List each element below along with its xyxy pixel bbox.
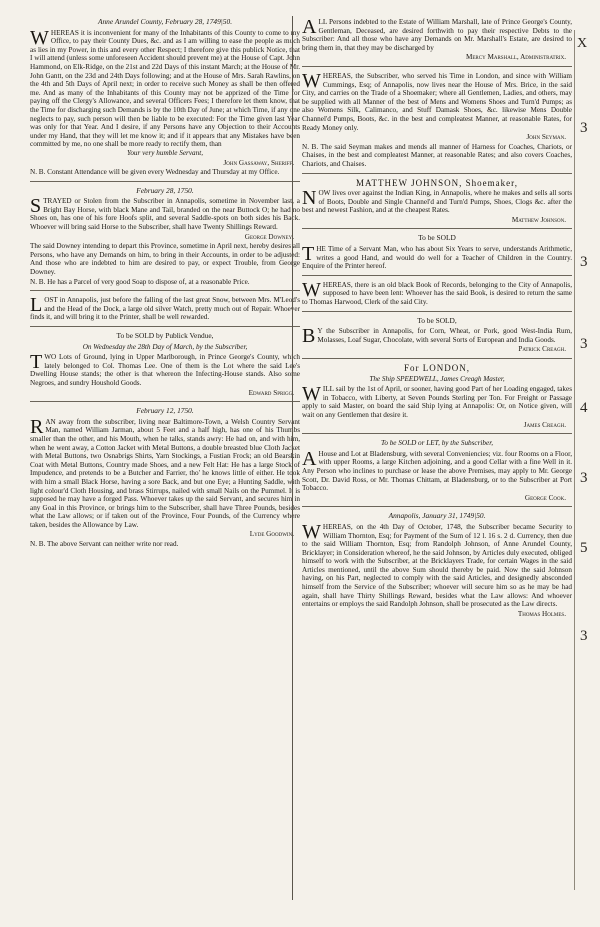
closing: Your very humble Servant, — [127, 148, 203, 157]
nota-bene: N. B. The above Servant can neither write nor read. — [30, 540, 179, 549]
nota-bene: N. B. He has a Parcel of very good Soap to dispose of, at a reasonable Price. — [30, 277, 250, 286]
ad-body: THE Time of a Servant Man, who has about Six Years to serve, understands Arithmetic, writes a good Hand, and would do well for a Teacher of Children in the Country. Enquire of the Printer hereof. — [302, 243, 572, 271]
signature: Mercy Marshall, Administratrix. — [465, 53, 566, 62]
records-book-notice — [302, 278, 572, 312]
signature: George Cook. — [524, 493, 566, 502]
column-divider — [292, 16, 293, 900]
margin-mark: 4 — [580, 400, 588, 416]
ad-body: RAN away from the subscriber, living near Baltimore-Town, a Welsh Country Servant Man, named William Jarman, about 5 Feet and a half high, has one of his Thumbs smaller than the other, and his Mouth, when he talks, stands awry: He had on, and with him, when he went away, a Cotton Jacket with Metal Buttons, a double breasted blue Cloth Jacket with Metal Buttons, two Osnabrigs Shirts, Yarn Stockings, a Fustian Frock; an old Bearskin Coat with Metal Buttons, Country made Shoes, and a new Felt Hat: He has a large Stock of Impudence, and pretends to be a Butcher and Farrier, tho' he knows little of either. He took with him a small Black Horse, having a sore Back, and but one Eye; a Hunting Saddle, with light colour'd Cloth Housing, and brass Stirrups, nailed with small Nails on the Pummel. It is supposed he may have a forged Pass. Whoever takes up the said Servant, and secures him in any Goal in this Province, or brings him to the Subscriber, shall have Three Pounds, besides what the Law allows; or if taken out of the Province, Four Pounds, of the Currency where taken, besides the Allowance by Law. — [30, 415, 300, 529]
ad-body: WHEREAS it is inconvenient for many of the Inhabitants of this County to come to my Office, to pay their County Dues, &c. and as I am willing to ease the people as much as lies in my Power, in this and every other Respect; I therefore give this publick Notice, that I will attend (unless some unforeseen Accident should prevent me) at the House of Capt. John Hammond, on Elk-Ridge, on the 21st and 22d Days of this instant March; at the House of Mr. John Gantt, on the 23d and 24th Days following; and at the House of Mrs. Sarah Rawlins, on the 4th and 5th Days of April next; in order to receive such Money as shall be then offered me. And as many of the Inhabitants of this County may not be apprized of the Time for paying off the Clergy's Allowance, and several Officers Fees; I therefore let them know, that the Time for discharging such Demands is by the 10th Day of June; at which Time, if any one neglects to pay, such person will then be liable to be executed: For the Time given last Year was only for that Year. And I desire, if any Persons have any Objection to their Accounts under my Hand, that they will let me know it; and if it appears that any Mistakes have been committed by me, no one shall be more ready to rectify them, than — [30, 26, 300, 149]
servant-for-sale-notice — [302, 234, 572, 275]
ad-heading: For LONDON, — [404, 363, 470, 373]
vendue-notice — [30, 332, 300, 402]
signature: George Downey. — [244, 232, 294, 241]
ad-heading: To be SOLD by Publick Vendue, — [116, 331, 214, 340]
lost-watch-notice — [30, 296, 300, 327]
page-edge-line — [574, 30, 575, 890]
ad-heading: To be SOLD, — [417, 315, 457, 325]
ad-body: WHEREAS, the Subscriber, who served his Time in London, and since with William Cummings, Esq; of Annapolis, now lives near the House of Mrs. Brice, in the said City, and carries on the Trade of a Shoemaker; where all Gentlemen, Ladies, and others, may be supplied with all Manner of the best of Mens and Womens Shoes and Turn'd Pumps; as also Womens Silk, Calimanco, and Stuff Damask Shoes, &c. likewise Mens Double Channel'd Pumps, Boots, &c. in the best and compleatest Manner, at reasonable Rates, for Ready Money only. — [302, 69, 572, 132]
ad-body: AHouse and Lot at Bladensburg, with several Conveniencies; viz. four Rooms on a Floor, with upper Rooms, a large Kitchen adjoining, and a good Cellar with a fine Well in it. Any Person who inclines to purchase or lease the above Premises, may apply to Mr. George Scott, Dr. David Ross, or Mr. Thomas Chittam, at Bladensburg, or to the Subscriber at Port Tobacco. — [302, 447, 572, 493]
ad-body: STRAYED or Stolen from the Subscriber in Annapolis, sometime in November last, a Bright Bay Horse, with black Mane and Tail, branded on the near Buttock O; he had no Shoes on, has one of his fore Hoofs split, and several Saddle-spots on both sides his Back. Whoever will bring said Horse to the Subscriber, shall have Twenty Shillings Reward. — [30, 195, 300, 232]
ad-heading: MATTHEW JOHNSON, Shoemaker, — [356, 177, 518, 188]
bricklayer-notice — [302, 512, 572, 622]
dateline: February 28, 1750. — [136, 185, 194, 195]
ad-subheading: To be SOLD or LET, by the Subscriber, — [380, 439, 493, 448]
signature: Lyde Goodwin. — [249, 530, 294, 539]
signature: John Gassaway, Sheriff. — [223, 158, 294, 167]
ad-body: WHEREAS, there is an old black Book of Records, belonging to the City of Annapolis, supposed to have been lent: Whoever has the said Book, is desired to return the same to Thomas Harwood, Clerk of the said City. — [302, 278, 572, 307]
nota-bene: N. B. Constant Attendance will be given every Wednesday and Thursday at my Office. — [30, 168, 280, 177]
ad-body-secondary: The said Downey intending to depart this Province, sometime in April next, hereby desires all Persons, who have any Demands on him, to bring in their Accounts, in order to be adjusted: And those who are indebted to him are desired to pay, or expect Trouble, from George Downey. — [30, 242, 300, 277]
johnson-shoemaker-notice — [302, 179, 572, 230]
margin-mark: X — [577, 36, 588, 51]
goods-for-sale-notice — [302, 317, 572, 359]
signature: Matthew Johnson. — [511, 215, 566, 224]
estate-notice — [302, 18, 572, 67]
signature: Patrick Creagh. — [518, 345, 566, 354]
ad-subheading: The Ship SPEEDWELL, James Creagh Master, — [369, 374, 505, 383]
signature: James Creagh. — [523, 420, 566, 429]
margin-mark: 3 — [580, 254, 588, 270]
dateline: Anne Arundel County, February 28, 1749|50. — [97, 17, 233, 26]
ad-body: ALL Persons indebted to the Estate of William Marshall, late of Prince George's County, Gentleman, Deceased, are desired forthwith to pay their respective Debts to the Subscriber: And all those who have any Demands on Mr. Marshall's Estate, are desired to bring them in, that they may be discharged by — [302, 16, 572, 52]
margin-mark: 3 — [580, 628, 588, 644]
ad-subheading: On Wednesday the 28th Day of March, by the Subscriber, — [82, 342, 248, 351]
shoemaker-notice — [302, 69, 572, 174]
ad-heading: To be SOLD — [418, 233, 456, 243]
ad-body: WILL sail by the 1st of April, or sooner, having good Part of her Loading engaged, takes in Tobacco, with Liberty, at Seven Pounds Sterling per Ton. For Freight or Passage apply to said Master, on board the said Ship lying at Annapolis: Or, on Notice given, will wait on any Gentlemen that desire it. — [302, 383, 572, 419]
runaway-servant-notice — [30, 407, 300, 553]
ad-body: WHEREAS, on the 4th Day of October, 1748, the Subscriber became Security to William Thornton, Esq; for Payment of the Sum of 12 l. 16 s. 2 d. Currency, then due to the said William Thornton, Esq; from Randolph Johnson, of Anne Arundel County, Bricklayer; in Consideration whereof, he the said Johnson, by Articles duly executed, obliged himself to work with the Subscriber, at the Bricklayers Trade, for certain Wages in the said Articles mentioned, until the above Sum should thereby be paid. Now the said Johnson having, on his Part, neglected to comply with the said Articles, and designedly absconded himself from the Service of the Subscriber; whoever will secure him so as he may be had again, shall have Thirty Shillings Reward, besides what the Law allows: And whoever entertains or employs the said Randolph Johnson, shall be prosecuted as the Law directs. — [302, 520, 572, 609]
nota-bene: N. B. The said Seyman makes and mends all manner of Harness for Coaches, Chariots, or Chaises, in the best and compleatest Manner, at reasonable Rates; and also covers Coaches, Chariots, and Chaises. — [302, 142, 572, 168]
ad-body: TWO Lots of Ground, lying in Upper Marlborough, in Prince George's County, which lately belonged to Col. Thomas Lee. One of them is the Lot where the said Lee's Dwelling House stands; the other is that whereon the Infecting-House stands. Also some Negroes, and sundry Houshold Goods. — [30, 351, 300, 387]
margin-mark: 3 — [580, 470, 588, 486]
left-column — [30, 18, 300, 558]
dateline: February 12, 1750. — [136, 406, 194, 416]
strayed-horse-notice — [30, 187, 300, 292]
right-column — [302, 18, 572, 627]
dateline: Annapolis, January 31, 1749|50. — [388, 511, 486, 521]
signature: John Seyman. — [526, 133, 566, 142]
house-for-sale-notice — [302, 439, 572, 507]
margin-mark: 3 — [580, 336, 588, 352]
ship-notice — [302, 364, 572, 434]
signature: Edward Sprigg. — [248, 388, 294, 397]
sheriff-notice — [30, 18, 300, 182]
margin-mark: 3 — [580, 120, 588, 136]
signature: Thomas Holmes. — [517, 609, 566, 618]
ad-body: BY the Subscriber in Annapolis, for Corn, Wheat, or Pork, good West-India Rum, Molasses, Loaf Sugar, Chocolate, with several Sorts of European and India Goods. — [302, 325, 572, 348]
margin-mark: 5 — [580, 540, 588, 556]
ad-body: LOST in Annapolis, just before the falling of the last great Snow, between Mrs. M'Leod's and the Head of the Dock, a large old silver Watch, pretty much out of Repair. Whoever finds it, and will bring it to the Printer, shall be well rewarded. — [30, 294, 300, 322]
ad-body: NOW lives over against the Indian King, in Annapolis, where he makes and sells all sorts of Boots, Double and Single Channel'd and Turn'd Pumps, Shoes, Clogs &c. after the best and newest Fashion, and at the cheapest Rates. — [302, 187, 572, 215]
